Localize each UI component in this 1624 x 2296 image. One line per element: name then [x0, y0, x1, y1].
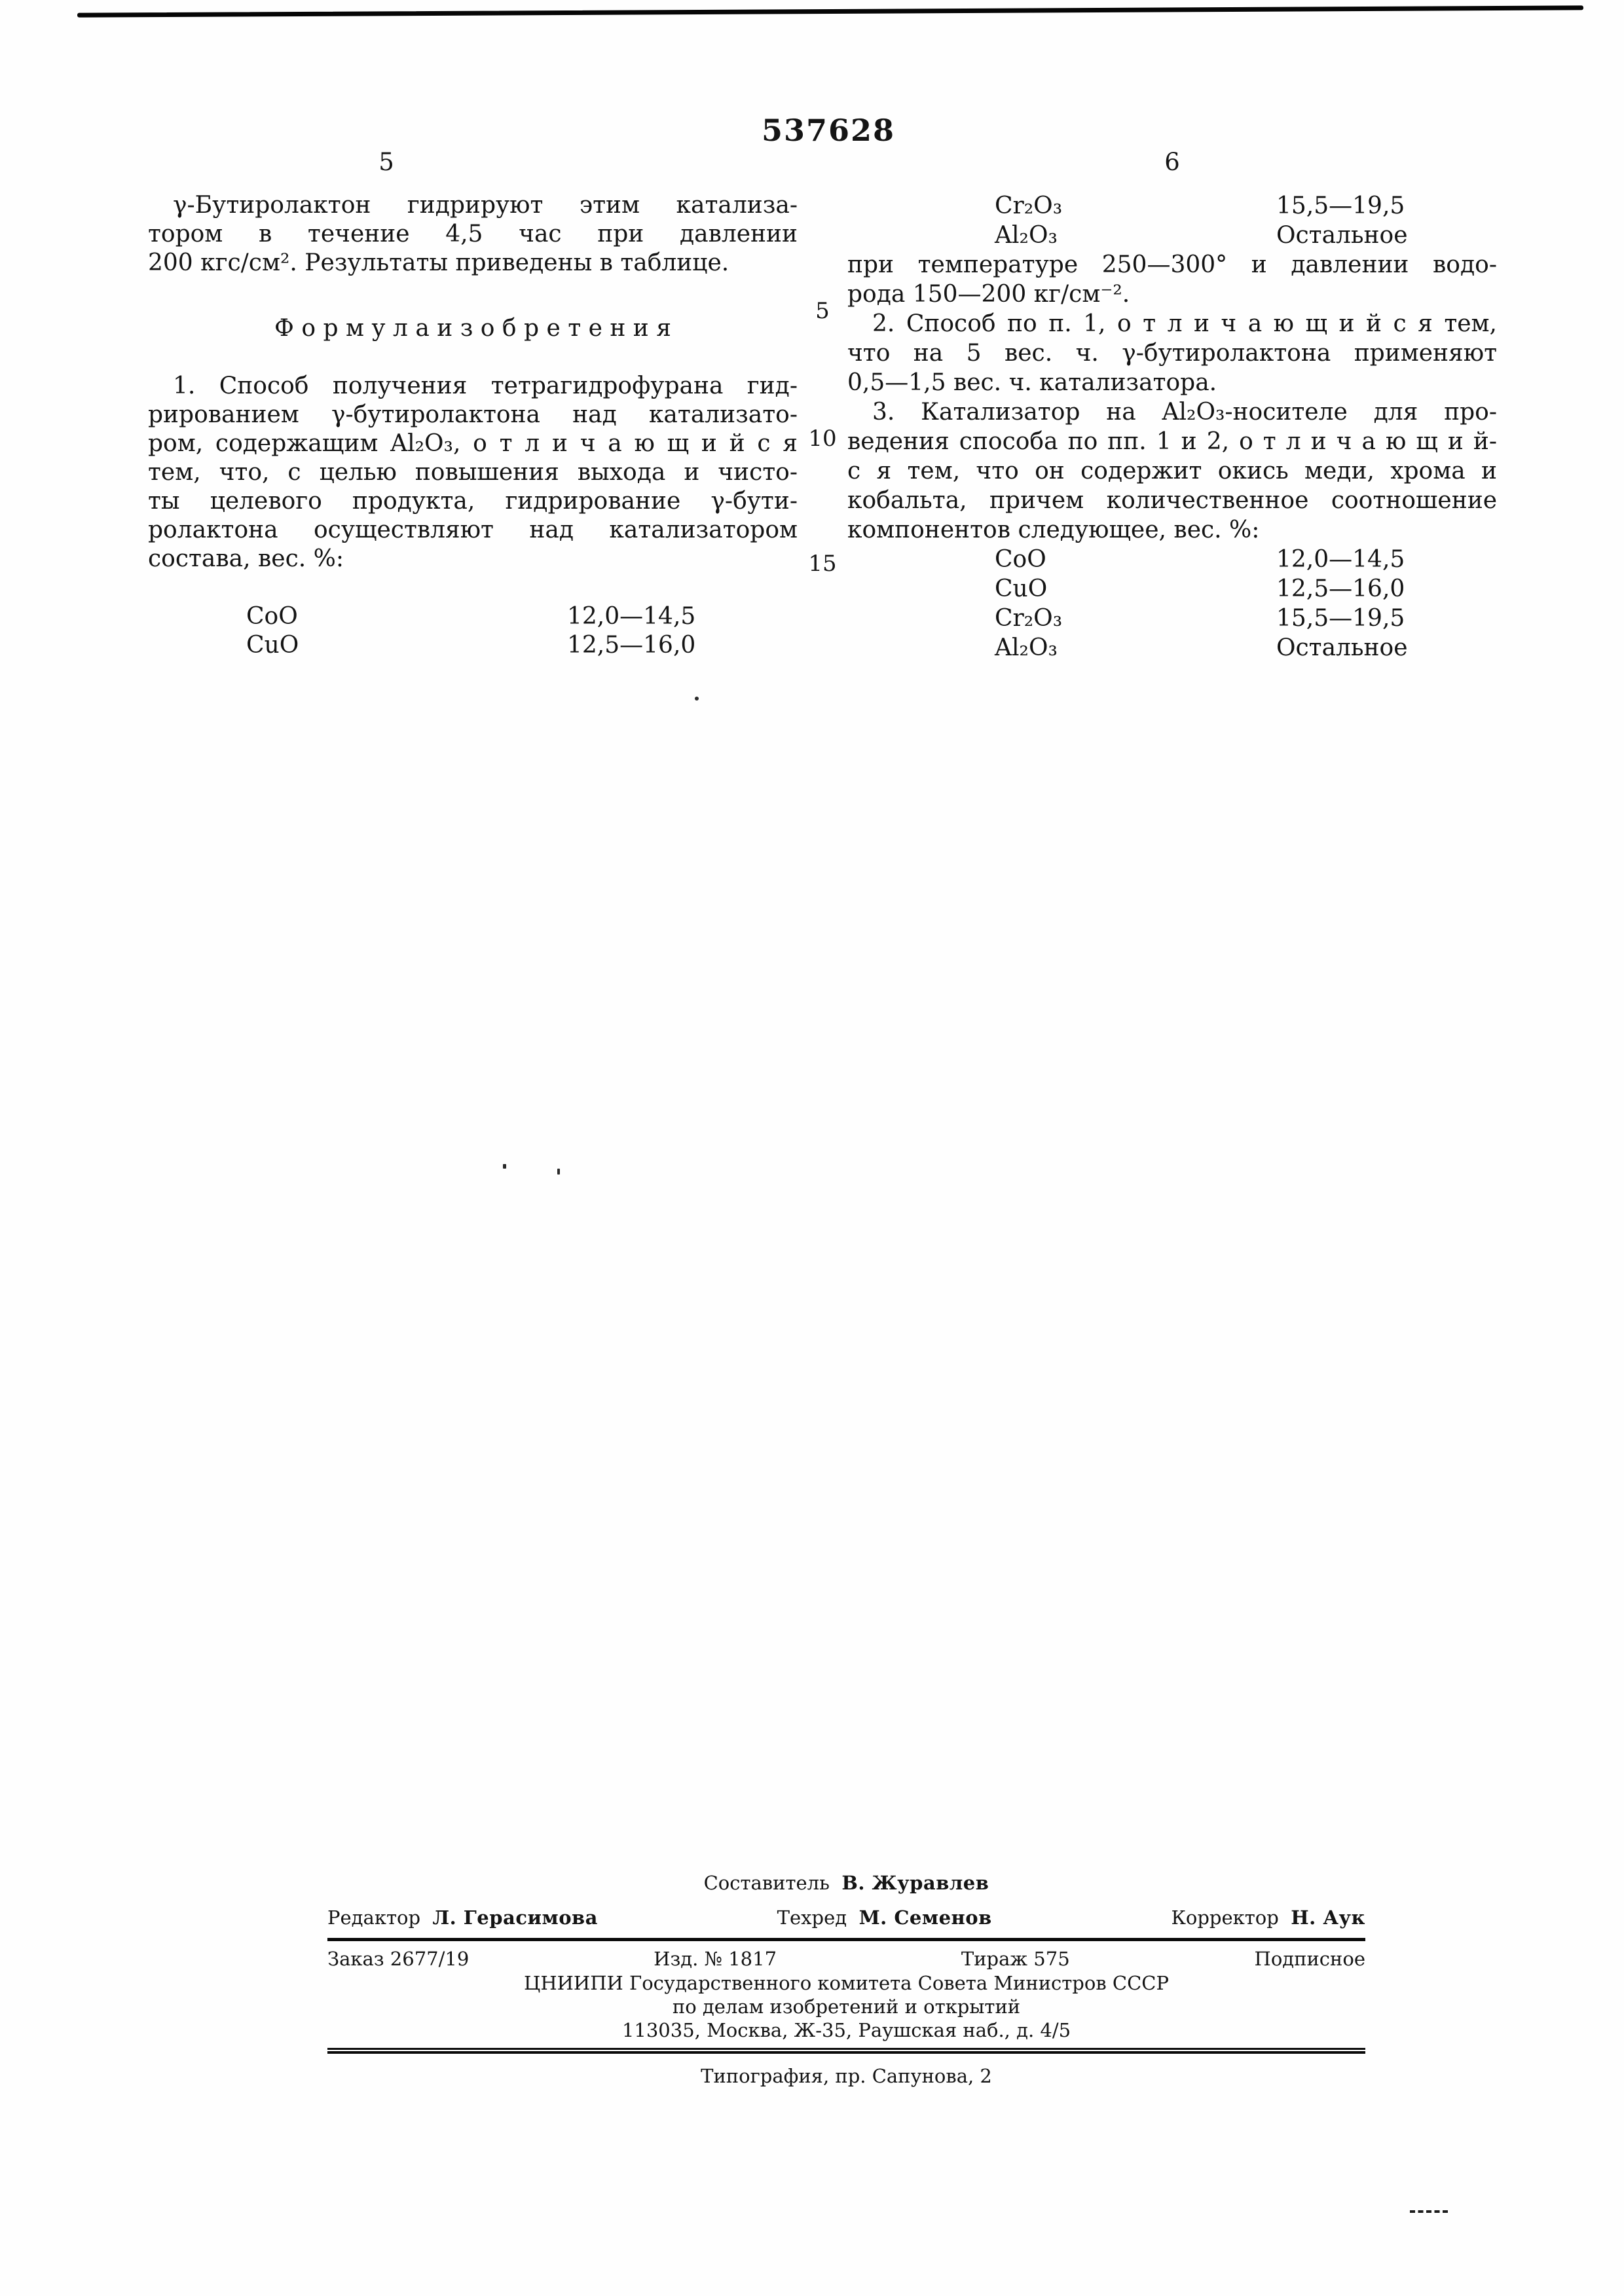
table-row: [148, 631, 798, 660]
text-line: рода 150—200 кг/см⁻².: [847, 281, 1130, 308]
table-row: [847, 221, 1497, 250]
compound-value: Остальное: [1276, 634, 1408, 661]
compiler-name: В. Журавлев: [841, 1872, 989, 1894]
patent-number: 537628: [761, 113, 896, 148]
editor-cell: [327, 1906, 598, 1929]
org-dept-line: по делам изобретений и открытий: [672, 1995, 1021, 2018]
compiler-label: Составитель: [703, 1872, 830, 1894]
text-line: компонентов следующее, вес. %:: [847, 517, 1260, 543]
text-line: состава, вес. %:: [148, 545, 344, 572]
text-line: ром, содержащим Al₂O₃, о т л и ч а ю щ и й с я: [148, 430, 798, 457]
composition-table-right-top: [847, 191, 1497, 250]
compound-name: CoO: [995, 546, 1046, 573]
techred-label: Техред: [777, 1906, 847, 1929]
editor-label: Редактор: [327, 1906, 421, 1929]
imprint-footer: [327, 1871, 1365, 2088]
print-run: Тираж 575: [961, 1948, 1070, 1970]
gutter-line-number-15: 15: [808, 551, 837, 577]
table-row: [847, 604, 1497, 633]
text-line: 3. Катализатор на Al₂O₃-носителе для про-: [872, 399, 1497, 426]
techred-cell: [777, 1906, 992, 1929]
compound-name: Al₂O₃: [995, 222, 1058, 249]
subscription-label: Подписное: [1254, 1948, 1365, 1970]
compound-name: Cr₂O₃: [995, 605, 1063, 632]
text-line: тором в течение 4,5 час при давлении: [148, 221, 798, 247]
ink-speck: [503, 1164, 506, 1169]
corrector-cell: [1171, 1906, 1365, 1929]
text-line: 2. Способ по п. 1, о т л и ч а ю щ и й с я тем,: [872, 310, 1497, 337]
divider-rule: [327, 1938, 1365, 1941]
column-number-left: 5: [378, 148, 394, 176]
text-line: ведения способа по пп. 1 и 2, о т л и ч а ю щ и й-: [847, 428, 1497, 455]
compound-value: 12,5—16,0: [567, 632, 696, 659]
editors-row: [327, 1906, 1365, 1929]
claim-3: [847, 397, 1497, 545]
table-row: [847, 633, 1497, 663]
text-line: рированием γ-бутиролактона над катализато-: [148, 401, 798, 428]
edition-number: Изд. № 1817: [654, 1948, 777, 1970]
claim-2: [847, 309, 1497, 397]
org-name-line: ЦНИИПИ Государственного комитета Совета Министров СССР: [524, 1972, 1169, 1994]
claim-1: [148, 372, 798, 574]
text-line: кобальта, причем количественное соотношение: [847, 487, 1497, 514]
text-line: что на 5 вес. ч. γ-бутиролактона применяют: [847, 340, 1497, 367]
ink-speck: [695, 697, 699, 701]
editor-name: Л. Герасимова: [432, 1906, 598, 1929]
order-number: Заказ 2677/19: [327, 1948, 470, 1970]
left-column: [148, 191, 798, 660]
publication-row: [327, 1947, 1365, 1971]
text-line: при температуре 250—300° и давлении водо-: [847, 251, 1497, 278]
text-line: 1. Способ получения тетрагидрофурана гид-: [173, 373, 798, 399]
results-paragraph: [148, 191, 798, 278]
text-line: с я тем, что он содержит окись меди, хрома и: [847, 458, 1497, 484]
claim-1-continued: [847, 250, 1497, 309]
gutter-line-number-5: 5: [815, 298, 830, 324]
text-line: ролактона осуществляют над катализатором: [148, 517, 798, 543]
techred-name: М. Семенов: [858, 1906, 992, 1929]
corrector-name: Н. Аук: [1291, 1906, 1365, 1929]
compound-value: Остальное: [1276, 222, 1408, 249]
scan-artifact-top-line: [77, 5, 1583, 17]
text-line: ты целевого продукта, гидрирование γ-бути-: [148, 488, 798, 515]
compound-value: 12,5—16,0: [1276, 575, 1405, 602]
compound-name: CoO: [246, 603, 298, 630]
compound-name: CuO: [995, 575, 1048, 602]
double-rule: [327, 2048, 1365, 2054]
table-row: [148, 602, 798, 631]
right-column: [847, 191, 1497, 663]
compiler-line: [327, 1871, 1365, 1895]
compound-value: 12,0—14,5: [567, 603, 696, 630]
corrector-label: Корректор: [1171, 1906, 1279, 1929]
compound-name: CuO: [246, 632, 299, 659]
text-line: 0,5—1,5 вес. ч. катализатора.: [847, 369, 1217, 396]
column-number-right: 6: [1164, 148, 1180, 176]
text-line: γ-Бутиролактон гидрируют этим катализа-: [173, 192, 798, 219]
gutter-line-number-10: 10: [808, 426, 837, 452]
formula-heading: Ф о р м у л а и з о б р е т е н и я: [274, 315, 671, 342]
text-line: тем, что, с целью повышения выхода и чисто-: [148, 459, 798, 486]
table-row: [847, 191, 1497, 221]
compound-name: Al₂O₃: [995, 634, 1058, 661]
ink-speck: [557, 1169, 560, 1175]
scan-artifact-dashes: [1410, 2210, 1448, 2213]
text-line: 200 кгс/см². Результаты приведены в таблице.: [148, 249, 729, 276]
composition-table-left: [148, 602, 798, 660]
composition-table-right-bottom: [847, 545, 1497, 663]
compound-value: 15,5—19,5: [1276, 192, 1405, 219]
compound-value: 15,5—19,5: [1276, 605, 1405, 632]
table-row: [847, 545, 1497, 574]
compound-name: Cr₂O₃: [995, 192, 1063, 219]
table-row: [847, 574, 1497, 604]
compound-value: 12,0—14,5: [1276, 546, 1405, 573]
org-address-line: 113035, Москва, Ж-35, Раушская наб., д. 4/5: [621, 2019, 1071, 2041]
printshop-line: Типография, пр. Сапунова, 2: [701, 2065, 992, 2087]
